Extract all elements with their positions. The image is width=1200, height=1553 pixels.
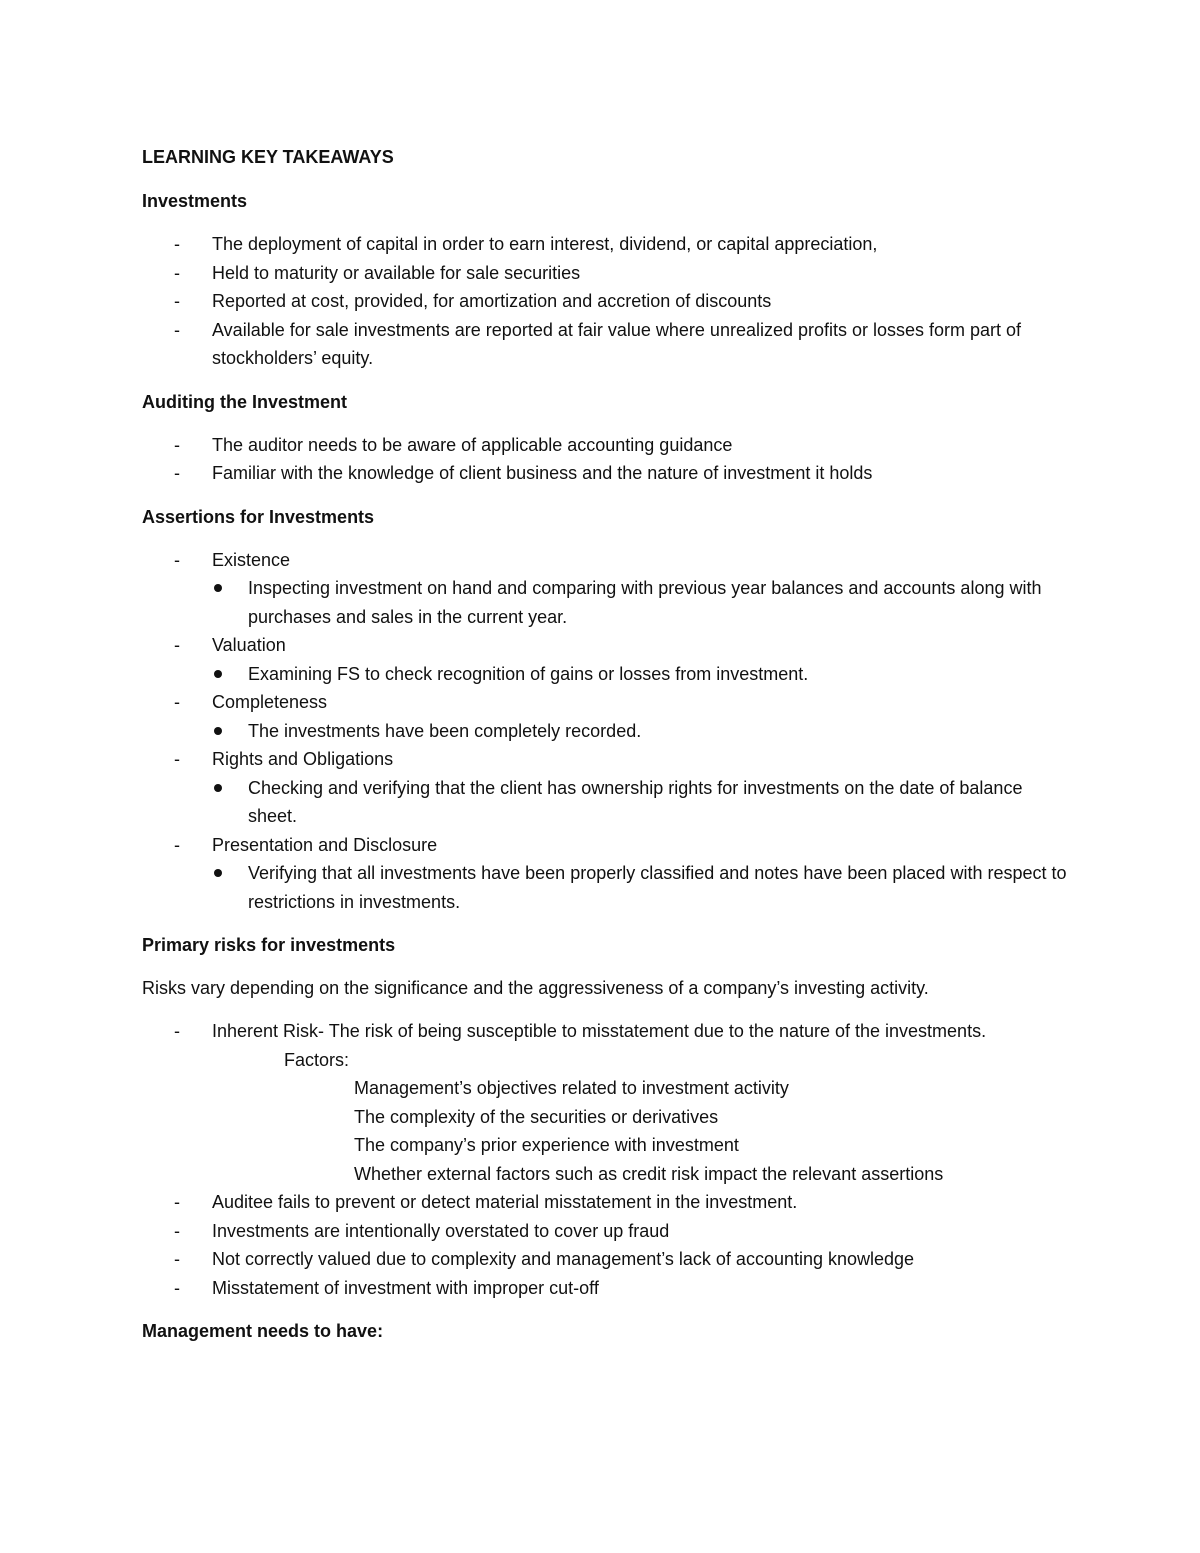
- dash-marker: -: [174, 291, 180, 311]
- dash-marker: -: [174, 1192, 180, 1212]
- dash-marker: -: [174, 463, 180, 483]
- bullet-icon: [214, 727, 222, 735]
- section-heading-risks: Primary risks for investments: [142, 935, 396, 955]
- assertion-label: Presentation and Disclosure: [212, 834, 438, 855]
- list-item: [142, 631, 1070, 660]
- list-item: - Available for sale investments are reported at fair value where unrealized profits or losses form part of stockholders’ equity.: [142, 316, 1070, 373]
- bullet-icon: [214, 869, 222, 877]
- list-item: Management’s objectives related to investment activity: [354, 1078, 789, 1098]
- factors-list: [142, 1074, 1070, 1188]
- assertion-label: Completeness: [212, 692, 328, 712]
- factors-label: Factors:: [284, 1049, 350, 1070]
- dash-marker: -: [174, 635, 180, 655]
- list-item: [142, 546, 1070, 575]
- section-heading-assertions: Assertions for Investments: [142, 506, 375, 527]
- assertion-label: Rights and Obligations: [212, 749, 394, 769]
- dash-marker: -: [174, 692, 180, 712]
- list-item: - Not correctly valued due to complexity and management’s lack of accounting knowledge: [142, 1245, 1070, 1274]
- dash-marker: -: [174, 434, 180, 455]
- dash-marker: -: [174, 749, 180, 769]
- bullet-icon: [214, 670, 222, 678]
- bullet-icon: [214, 584, 222, 592]
- list-item: [142, 774, 1070, 831]
- dash-marker: -: [174, 1277, 180, 1298]
- list-item: [142, 831, 1070, 860]
- dash-marker: -: [174, 1249, 180, 1269]
- list-item: [142, 688, 1070, 717]
- risks-list: [142, 1017, 1070, 1302]
- bullet-icon: [214, 784, 222, 792]
- investments-list: [142, 230, 1070, 373]
- assertion-label: Existence: [212, 549, 291, 570]
- assertion-detail-list: [142, 660, 1070, 689]
- list-item: [142, 859, 1070, 916]
- list-item: Verifying that all investments have been properly classified and notes have been placed with respect to restrictions in investments.: [142, 859, 1070, 916]
- dash-marker: -: [174, 234, 180, 254]
- dash-marker: -: [174, 262, 180, 283]
- section-heading-investments: Investments: [142, 191, 248, 211]
- list-item: - Auditee fails to prevent or detect material misstatement in the investment.: [142, 1188, 1070, 1217]
- list-item: - Misstatement of investment with improper cut-off: [142, 1274, 1070, 1303]
- dash-marker: -: [174, 1021, 180, 1041]
- list-item: - The deployment of capital in order to earn interest, dividend, or capital appreciation,: [142, 230, 1070, 259]
- assertion-detail-list: [142, 574, 1070, 631]
- list-item: - Familiar with the knowledge of client business and the nature of investment it holds: [142, 459, 1070, 488]
- list-item: Inspecting investment on hand and comparing with previous year balances and accounts along with purchases and sales in the current year.: [142, 574, 1070, 631]
- assertion-detail-list: [142, 717, 1070, 746]
- list-item: [142, 717, 1070, 746]
- list-item: Checking and verifying that the client has ownership rights for investments on the date of balance sheet.: [142, 774, 1070, 831]
- list-item: Whether external factors such as credit risk impact the relevant assertions: [354, 1163, 944, 1184]
- list-item: [142, 1046, 1070, 1189]
- list-item: - Inherent Risk- The risk of being susceptible to misstatement due to the nature of the investments.: [142, 1017, 1070, 1046]
- list-item: [142, 660, 1070, 689]
- list-item: [142, 745, 1070, 774]
- assertion-detail-list: [142, 774, 1070, 831]
- document-title: LEARNING KEY TAKEAWAYS: [142, 147, 394, 167]
- section-heading-management: Management needs to have:: [142, 1321, 384, 1341]
- list-item: [142, 574, 1070, 631]
- list-item: The company’s prior experience with investment: [354, 1135, 739, 1155]
- list-item: - Investments are intentionally overstated to cover up fraud: [142, 1217, 1070, 1246]
- list-item: The investments have been completely recorded.: [142, 717, 1070, 746]
- list-item: - Reported at cost, provided, for amortization and accretion of discounts: [142, 287, 1070, 316]
- dash-marker: -: [174, 319, 180, 340]
- risks-intro: Risks vary depending on the significance and the aggressiveness of a company’s investing activity.: [142, 978, 929, 998]
- assertion-label: Valuation: [212, 635, 286, 655]
- assertion-detail-list: [142, 859, 1070, 916]
- dash-marker: -: [174, 549, 180, 570]
- dash-marker: -: [174, 1220, 180, 1241]
- list-item: The complexity of the securities or derivatives: [354, 1106, 719, 1127]
- dash-marker: -: [174, 834, 180, 855]
- list-item: - Held to maturity or available for sale securities: [142, 259, 1070, 288]
- list-item: - The auditor needs to be aware of applicable accounting guidance: [142, 431, 1070, 460]
- section-heading-auditing: Auditing the Investment: [142, 391, 348, 412]
- assertions-list: [142, 546, 1070, 917]
- auditing-list: [142, 431, 1070, 488]
- list-item: Examining FS to check recognition of gains or losses from investment.: [142, 660, 1070, 689]
